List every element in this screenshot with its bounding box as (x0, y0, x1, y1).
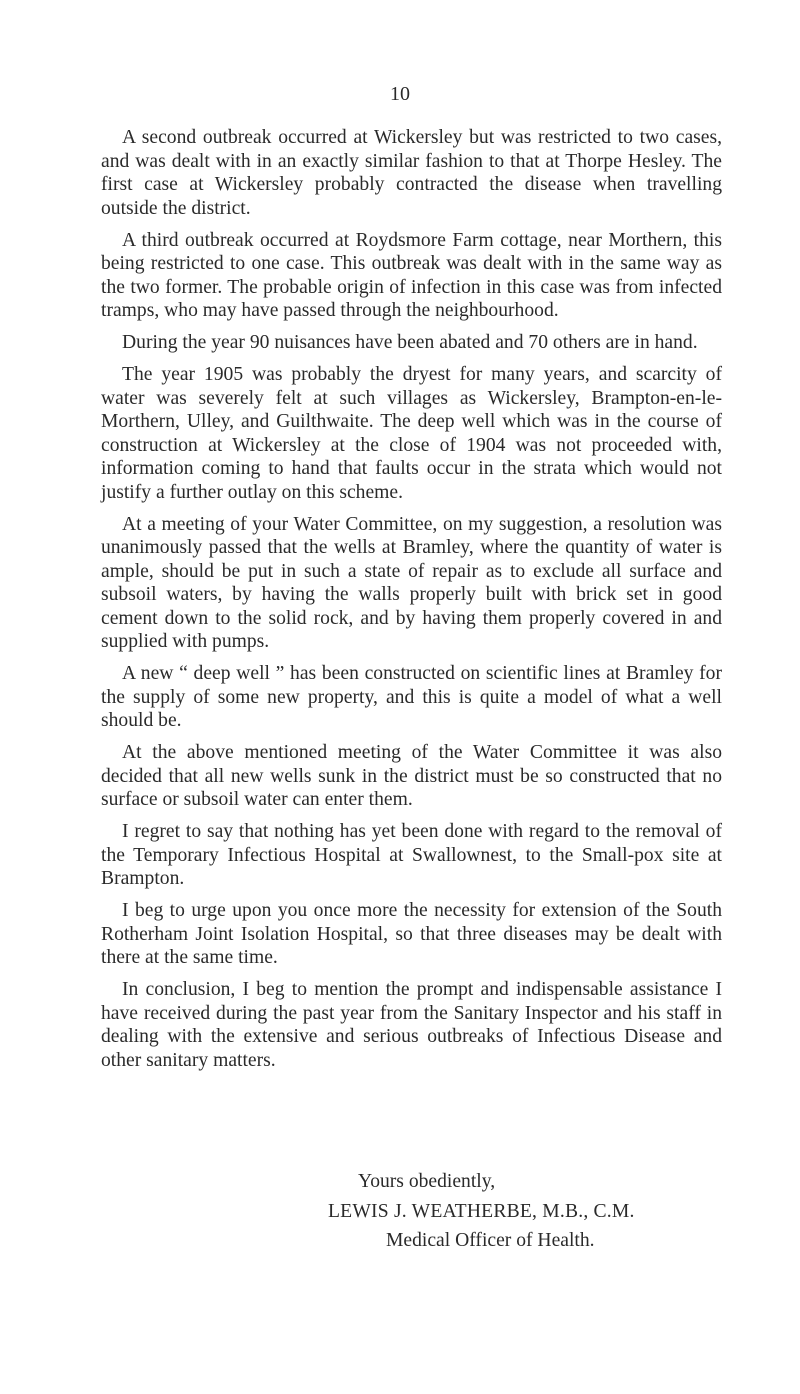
paragraph-third-outbreak: A third outbreak occurred at Roydsmore Farm cottage, near Morthern, this being restricted to one case. This outbreak was dealt with in the same way as the two former. The probable origin of infection in this case was from infected tramps, who may have passed through the neighbourhood. (101, 229, 722, 321)
signature-title: Medical Officer of Health. (386, 1230, 595, 1251)
letter-body (101, 126, 722, 1081)
paragraph-conclusion: In conclusion, I beg to mention the prompt and indispensable assistance I have received during the past year from the Sanitary Inspector and his staff in dealing with the extensive and serious outbreaks of Infectious Disease and other sanitary matters. (101, 979, 722, 1071)
page-number: 10 (390, 83, 410, 105)
paragraph-water-scarcity: The year 1905 was probably the dryest for many years, and scarcity of water was severely felt at such villages as Wickersley, Brampton-en-le-Morthern, Ulley, and Guilthwaite. The deep well which was in the course of construction at Wickersley at the close of 1904 was not proceeded with, information coming to hand that faults occur in the strata which would not justify a further outlay on this scheme. (101, 364, 722, 503)
paragraph-second-outbreak: A second outbreak occurred at Wickersley but was restricted to two cases, and was dealt with in an exactly similar fashion to that at Thorpe Hesley. The first case at Wickersley probably contracted the disease when travelling outside the district. (101, 127, 722, 219)
paragraph-nuisances: During the year 90 nuisances have been abated and 70 others are in hand. (122, 332, 698, 353)
paragraph-new-wells: At the above mentioned meeting of the Water Committee it was also decided that all new wells sunk in the district must be so constructed that no surface or subsoil water can enter them. (101, 742, 722, 810)
paragraph-isolation-hospital: I beg to urge upon you once more the necessity for extension of the South Rotherham Joint Isolation Hospital, so that three diseases may be dealt with there at the same time. (101, 900, 722, 968)
signature-name: LEWIS J. WEATHERBE, M.B., C.M. (328, 1201, 635, 1222)
paragraph-temporary-hospital: I regret to say that nothing has yet been done with regard to the removal of the Temporary Infectious Hospital at Swallownest, to the Small-pox site at Brampton. (101, 821, 722, 889)
signature-closing: Yours obediently, (358, 1171, 496, 1192)
paragraph-water-committee: At a meeting of your Water Committee, on my suggestion, a resolution was unanimously passed that the wells at Bramley, where the quantity of water is ample, should be put in such a state of repair as to exclude all surface and subsoil waters, by having the walls properly built with brick set in good cement down to the solid rock, and by having them properly covered in and supplied with pumps. (101, 513, 722, 652)
paragraph-deep-well: A new “ deep well ” has been constructed on scientific lines at Bramley for the supply of some new property, and this is quite a model of what a well should be. (101, 663, 722, 731)
